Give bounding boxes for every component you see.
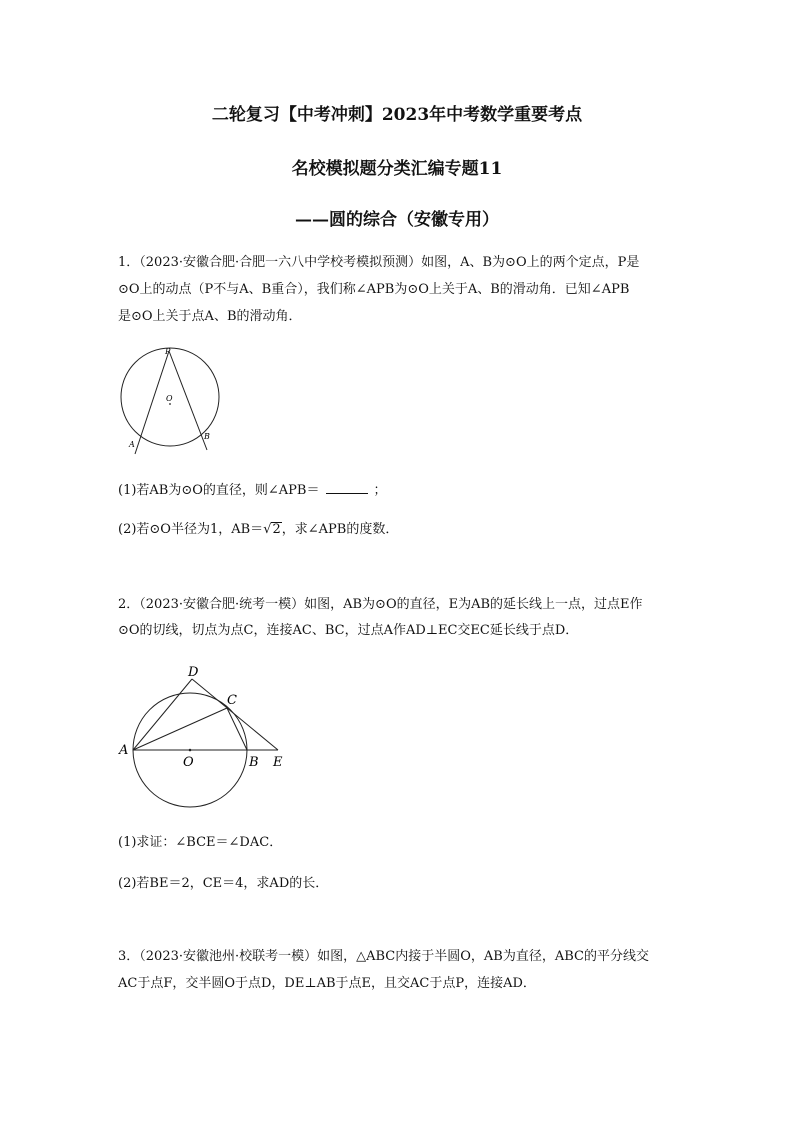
- center-dot: [189, 749, 192, 752]
- label-e: E: [273, 755, 283, 770]
- page-title-line3: ——圆的综合（安徽专用）: [295, 210, 499, 230]
- label-p: P: [165, 347, 171, 356]
- problem3-line1: 3．（2023·安徽池州·校联考一模）如图，△ABC内接于半圆O，AB为直径，ABC的平分线交: [118, 949, 649, 964]
- problem2-sub2: (2)若BE＝2，CE＝4，求AD的长．: [118, 876, 329, 891]
- problem1-sub2: [118, 518, 398, 537]
- problem1-sub1-text: (1)若AB为⊙O的直径，则∠APB＝: [118, 483, 320, 498]
- line-ad: [133, 679, 192, 750]
- sqrt-symbol: √: [263, 522, 272, 537]
- problem1-sub2-prefix: (2)若⊙O半径为1，AB＝: [118, 522, 264, 537]
- label-c: C: [227, 693, 237, 708]
- line-de: [192, 679, 278, 750]
- problem1-sub2-suffix: ，求∠APB的度数．: [281, 522, 399, 537]
- problem1-sub1: [118, 479, 387, 498]
- chord-pa: [135, 351, 169, 454]
- center-dot: [169, 403, 171, 405]
- problem1-line2: ⊙O上的动点（P不与A、B重合），我们称∠APB为⊙O上关于A、B的滑动角．已知∠APB: [118, 282, 630, 297]
- problem3-line2: AC于点F，交半圆O于点D，DE⊥AB于点E，且交AC于点P，连接AD．: [118, 976, 536, 991]
- label-b: B: [204, 432, 210, 441]
- label-d: D: [188, 665, 199, 680]
- line-cb: [227, 708, 247, 750]
- label-a: A: [119, 743, 129, 758]
- problem2-figure: [115, 660, 295, 810]
- problem1-line1: 1．（2023·安徽合肥·合肥一六八中学校考模拟预测）如图，A、B为⊙O上的两个定点，P是: [118, 255, 640, 270]
- page-title-line2: 名校模拟题分类汇编专题11: [291, 159, 503, 179]
- chord-pb: [169, 351, 207, 450]
- page-title-line1: 二轮复习【中考冲刺】2023年中考数学重要考点: [211, 105, 583, 125]
- problem1-sub1-end: ；: [373, 483, 387, 498]
- line-ac: [133, 708, 227, 750]
- sqrt-radicand: 2: [272, 522, 281, 537]
- problem2-line2: ⊙O的切线，切点为点C，连接AC、BC，过点A作AD⊥EC交EC延长线于点D．: [118, 623, 579, 638]
- problem2-line1: 2．（2023·安徽合肥·统考一模）如图，AB为⊙O的直径，E为AB的延长线上一点，过点E作: [118, 597, 643, 612]
- problem1-line3: 是⊙O上关于点A、B的滑动角．: [118, 309, 302, 324]
- problem2-sub1: (1)求证：∠BCE＝∠DAC．: [118, 835, 283, 850]
- label-b: B: [249, 755, 259, 770]
- label-o: O: [166, 394, 173, 403]
- label-a: A: [129, 440, 135, 449]
- label-o: O: [183, 755, 194, 770]
- problem1-figure: [115, 342, 225, 454]
- answer-blank[interactable]: [326, 483, 368, 494]
